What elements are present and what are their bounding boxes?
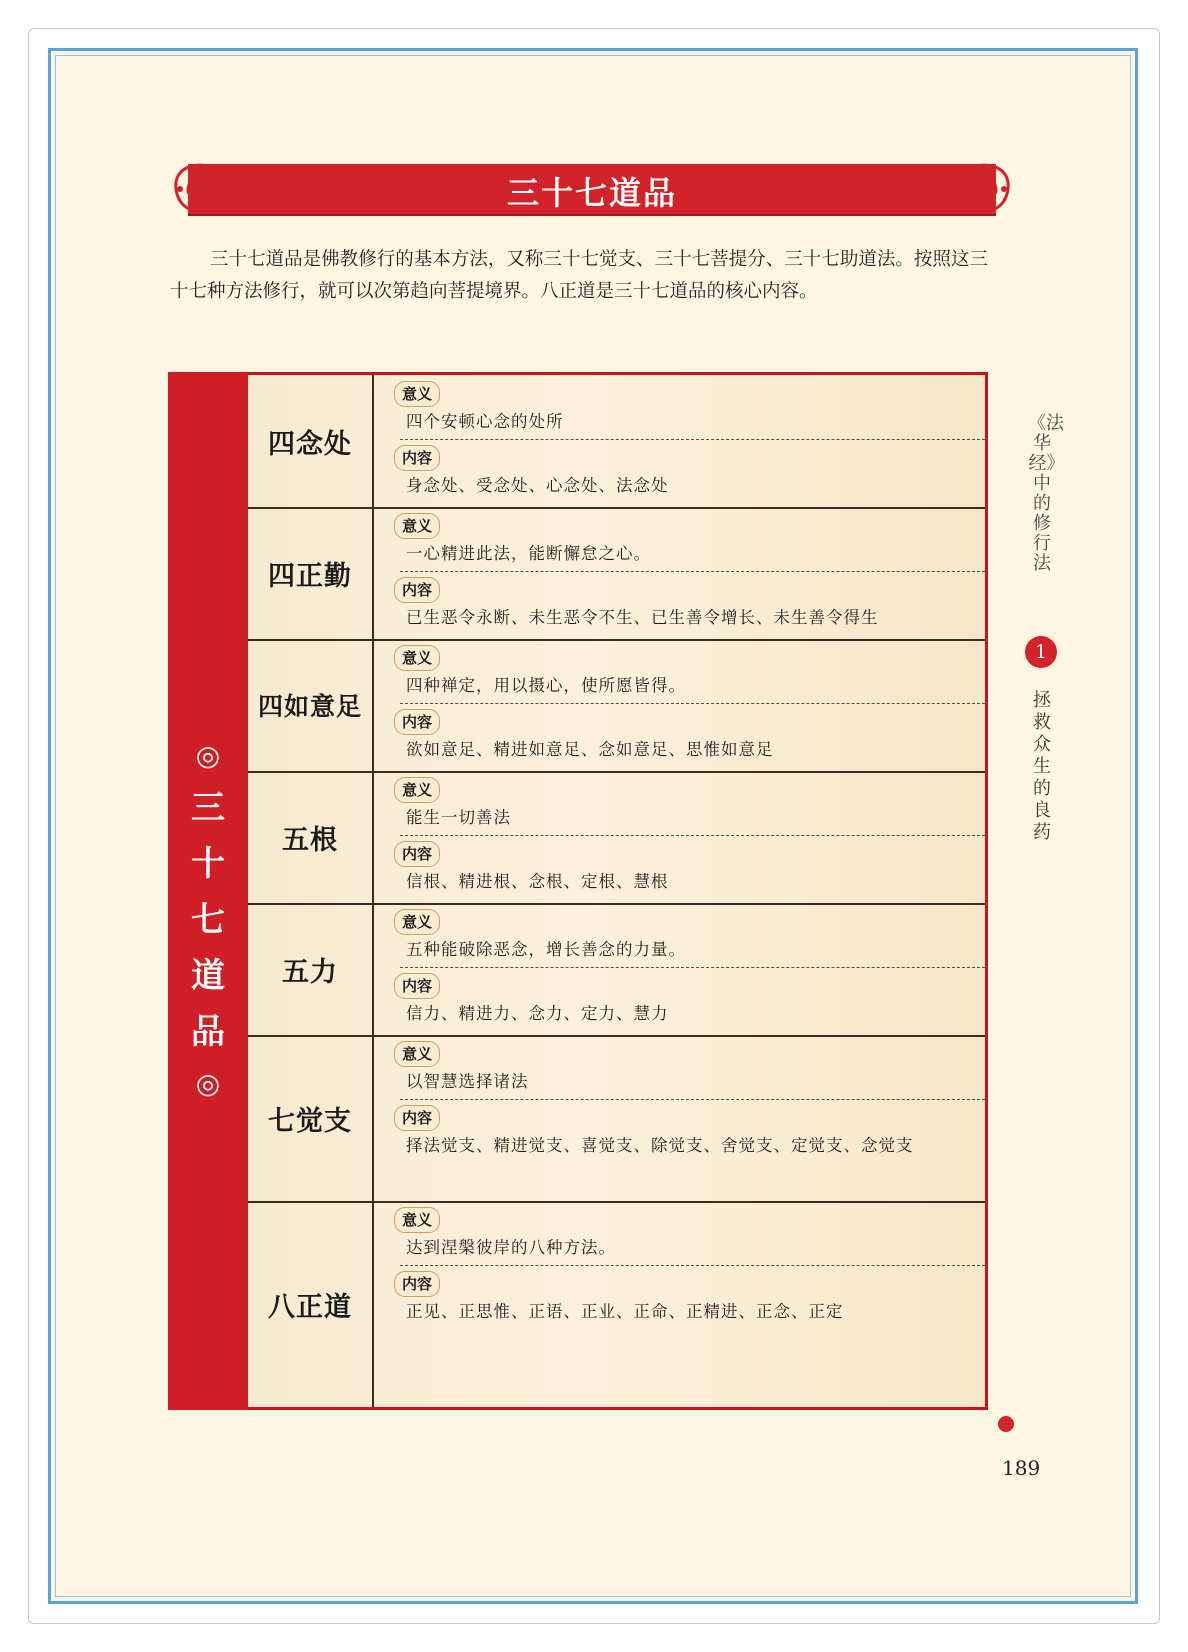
- content-text: 已生恶令永断、未生恶令不生、已生善令增长、未生善令得生: [406, 608, 879, 627]
- table-row: [248, 771, 985, 905]
- meaning-text: 一心精进此法，能断懈怠之心。: [406, 544, 651, 563]
- meaning-label: 意义: [394, 909, 440, 935]
- content-label: 内容: [394, 577, 440, 603]
- practice-name: 七觉支: [248, 1035, 374, 1201]
- meaning-text: 四种禅定，用以摄心，使所愿皆得。: [406, 676, 686, 695]
- content-label: 内容: [394, 841, 440, 867]
- practice-detail: [374, 903, 985, 1035]
- practice-detail: [374, 639, 985, 771]
- page-title: 三十七道品: [506, 174, 677, 212]
- content-text: 欲如意足、精进如意足、念如意足、思惟如意足: [406, 740, 774, 759]
- dashed-divider: [400, 439, 985, 440]
- content-label: 内容: [394, 973, 440, 999]
- dashed-divider: [400, 967, 985, 968]
- meaning-label: 意义: [394, 645, 440, 671]
- dashed-divider: [400, 1265, 985, 1266]
- content-text: 身念处、受念处、心念处、法念处: [406, 476, 669, 495]
- intro-paragraph: 三十七道品是佛教修行的基本方法，又称三十七觉支、三十七菩提分、三十七助道法。按照这三十七种方法修行，就可以次第趋向菩提境界。八正道是三十七道品的核心内容。: [170, 249, 988, 302]
- dashed-divider: [400, 1099, 985, 1100]
- practice-name: 四如意足: [248, 639, 374, 771]
- practice-name: 五根: [248, 771, 374, 903]
- side-label-char: 七: [191, 900, 225, 940]
- side-label-char: 三: [191, 788, 225, 828]
- meaning-label: 意义: [394, 513, 440, 539]
- table-row: [248, 507, 985, 641]
- practice-name: 八正道: [248, 1201, 374, 1407]
- side-label: [168, 732, 248, 1108]
- meaning-label: 意义: [394, 777, 440, 803]
- chapter-number-badge: 1: [1025, 636, 1057, 668]
- practice-name: 四正勤: [248, 507, 374, 639]
- content-label: 内容: [394, 1271, 440, 1297]
- circle-ornament-icon: ◎: [195, 739, 221, 772]
- page-number: 189: [1002, 1456, 1041, 1480]
- dashed-divider: [400, 571, 985, 572]
- meaning-label: 意义: [394, 1207, 440, 1233]
- meaning-text: 四个安顿心念的处所: [406, 412, 564, 431]
- content-text: 正见、正思惟、正语、正业、正命、正精进、正念、正定: [406, 1302, 844, 1321]
- meaning-text: 达到涅槃彼岸的八种方法。: [406, 1238, 616, 1257]
- running-head-chapter: 拯救众生的良药: [1033, 690, 1051, 843]
- practice-detail: [374, 771, 985, 903]
- practice-detail: [374, 1035, 985, 1201]
- table-row: [248, 639, 985, 773]
- practice-name: 四念处: [248, 375, 374, 507]
- content-label: 内容: [394, 709, 440, 735]
- content-label: 内容: [394, 1105, 440, 1131]
- content-text: 择法觉支、精进觉支、喜觉支、除觉支、舍觉支、定觉支、念觉支: [406, 1136, 914, 1155]
- meaning-text: 能生一切善法: [406, 808, 511, 827]
- content-text: 信力、精进力、念力、定力、慧力: [406, 1004, 669, 1023]
- content-text: 信根、精进根、念根、定根、慧根: [406, 872, 669, 891]
- practice-detail: [374, 507, 985, 639]
- side-label-band: [168, 372, 248, 1410]
- red-dot-icon: [998, 1416, 1014, 1432]
- side-label-char: 十: [191, 844, 225, 884]
- title-banner: [168, 160, 1016, 218]
- practice-detail: [374, 375, 985, 507]
- circle-ornament-icon: ◎: [195, 1067, 221, 1100]
- meaning-label: 意义: [394, 381, 440, 407]
- table-row: [248, 903, 985, 1037]
- practice-name: 五力: [248, 903, 374, 1035]
- dashed-divider: [400, 703, 985, 704]
- meaning-label: 意义: [394, 1041, 440, 1067]
- table-grid: [248, 372, 988, 1410]
- table-row: [248, 1035, 985, 1203]
- side-label-char: 品: [191, 1012, 225, 1052]
- side-label-char: 道: [191, 956, 225, 996]
- table-row: [248, 1201, 985, 1407]
- running-head-book: 《法华经》中的修行法: [1028, 413, 1064, 574]
- practice-table: [168, 372, 988, 1410]
- dashed-divider: [400, 835, 985, 836]
- content-label: 内容: [394, 445, 440, 471]
- practice-detail: [374, 1201, 985, 1407]
- meaning-text: 五种能破除恶念，增长善念的力量。: [406, 940, 686, 959]
- table-row: [248, 375, 985, 509]
- meaning-text: 以智慧选择诸法: [406, 1072, 529, 1091]
